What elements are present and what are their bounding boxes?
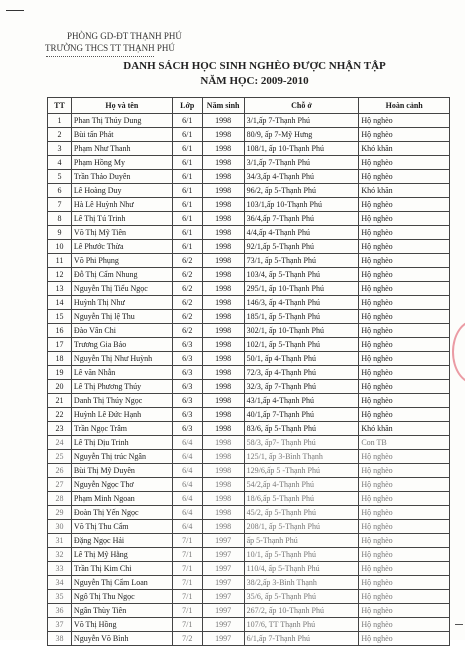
address-cell: 3/1,ấp 7-Thạnh Phú bbox=[244, 156, 359, 170]
address-cell: 40/1,ấp 7-Thạnh Phú bbox=[244, 408, 359, 422]
birth-year: 1998 bbox=[202, 198, 244, 212]
address-cell: 295/1, ấp 10-Thạnh Phú bbox=[244, 282, 359, 296]
table-body bbox=[48, 114, 450, 646]
address-cell: 54/2,ấp 4-Thạnh Phú bbox=[244, 478, 359, 492]
address-cell: 208/1, ấp 5-Thạnh Phú bbox=[244, 520, 359, 534]
class-cell: 6/2 bbox=[172, 282, 202, 296]
table-row bbox=[48, 590, 450, 604]
circumstance-cell: Hộ nghèo bbox=[359, 254, 450, 268]
birth-year: 1998 bbox=[202, 324, 244, 338]
circumstance-cell: Hộ nghèo bbox=[359, 562, 450, 576]
address-cell: 35/6, ấp 5-Thạnh Phú bbox=[244, 590, 359, 604]
student-name: Lê Phước Thừa bbox=[71, 240, 172, 254]
class-cell: 6/4 bbox=[172, 450, 202, 464]
table-row bbox=[48, 324, 450, 338]
row-number: 36 bbox=[48, 604, 72, 618]
class-cell: 6/4 bbox=[172, 478, 202, 492]
address-cell: 80/9, ấp 7-Mỹ Hưng bbox=[244, 128, 359, 142]
org-underline bbox=[46, 56, 154, 57]
student-name: Trần Ngọc Trâm bbox=[71, 422, 172, 436]
table-row bbox=[48, 492, 450, 506]
student-table bbox=[47, 97, 450, 646]
student-name: Lê văn Nhẫn bbox=[71, 366, 172, 380]
birth-year: 1998 bbox=[202, 114, 244, 128]
table-row bbox=[48, 604, 450, 618]
student-name: Nguyễn Thị lệ Thu bbox=[71, 310, 172, 324]
birth-year: 1998 bbox=[202, 408, 244, 422]
circumstance-cell: Hộ nghèo bbox=[359, 394, 450, 408]
table-row bbox=[48, 268, 450, 282]
circumstance-cell: Hộ nghèo bbox=[359, 170, 450, 184]
circumstance-cell: Hộ nghèo bbox=[359, 618, 450, 632]
org-department: PHÒNG GD-ĐT THẠNH PHÚ bbox=[67, 31, 182, 41]
row-number: 19 bbox=[48, 366, 72, 380]
row-number: 34 bbox=[48, 576, 72, 590]
circumstance-cell: Hộ nghèo bbox=[359, 534, 450, 548]
address-cell: 36/4,ấp 7-Thạnh Phú bbox=[244, 212, 359, 226]
circumstance-cell: Khó khăn bbox=[359, 184, 450, 198]
address-cell: 92/1,ấp 5-Thạnh Phú bbox=[244, 240, 359, 254]
corner-mark bbox=[6, 10, 24, 11]
circumstance-cell: Hộ nghèo bbox=[359, 478, 450, 492]
class-cell: 7/1 bbox=[172, 604, 202, 618]
student-name: Võ Phi Phụng bbox=[71, 254, 172, 268]
org-school: TRƯỜNG THCS TT THẠNH PHÚ bbox=[45, 43, 175, 53]
row-number: 38 bbox=[48, 632, 72, 646]
student-name: Lê Thị Dịu Trinh bbox=[71, 436, 172, 450]
student-name: Lê Thị Tú Trinh bbox=[71, 212, 172, 226]
address-cell: 110/4, ấp 5-Thạnh Phú bbox=[244, 562, 359, 576]
student-name: Nguyễn Ngọc Thơ bbox=[71, 478, 172, 492]
address-cell: 129/6,ấp 5 -Thạnh Phú bbox=[244, 464, 359, 478]
birth-year: 1998 bbox=[202, 394, 244, 408]
row-number: 37 bbox=[48, 618, 72, 632]
row-number: 22 bbox=[48, 408, 72, 422]
student-name: Trần Thảo Duyên bbox=[71, 170, 172, 184]
class-cell: 6/1 bbox=[172, 142, 202, 156]
row-number: 20 bbox=[48, 380, 72, 394]
student-name: Nguyễn Thị trúc Ngân bbox=[71, 450, 172, 464]
table-row bbox=[48, 436, 450, 450]
row-number: 35 bbox=[48, 590, 72, 604]
student-name: Phạm Hồng My bbox=[71, 156, 172, 170]
class-cell: 6/1 bbox=[172, 170, 202, 184]
birth-year: 1998 bbox=[202, 436, 244, 450]
student-name: Huỳnh Lê Đức Hạnh bbox=[71, 408, 172, 422]
circumstance-cell: Hộ nghèo bbox=[359, 604, 450, 618]
col-tt-header: TT bbox=[48, 98, 72, 114]
bottom-mark bbox=[455, 624, 463, 625]
circumstance-cell: Hộ nghèo bbox=[359, 464, 450, 478]
birth-year: 1998 bbox=[202, 506, 244, 520]
class-cell: 6/3 bbox=[172, 338, 202, 352]
row-number: 29 bbox=[48, 506, 72, 520]
table-row bbox=[48, 156, 450, 170]
birth-year: 1997 bbox=[202, 604, 244, 618]
birth-year: 1997 bbox=[202, 632, 244, 646]
row-number: 9 bbox=[48, 226, 72, 240]
student-name: Lê Hoàng Duy bbox=[71, 184, 172, 198]
address-cell: 10/1, ấp 5-Thạnh Phú bbox=[244, 548, 359, 562]
address-cell: 3/1,ấp 7-Thạnh Phú bbox=[244, 114, 359, 128]
row-number: 24 bbox=[48, 436, 72, 450]
birth-year: 1998 bbox=[202, 478, 244, 492]
row-number: 16 bbox=[48, 324, 72, 338]
circumstance-cell: Hộ nghèo bbox=[359, 156, 450, 170]
row-number: 15 bbox=[48, 310, 72, 324]
birth-year: 1998 bbox=[202, 422, 244, 436]
student-name: Nguyễn Thị Cẩm Loan bbox=[71, 576, 172, 590]
row-number: 25 bbox=[48, 450, 72, 464]
table-row bbox=[48, 464, 450, 478]
row-number: 18 bbox=[48, 352, 72, 366]
col-circumstance-header: Hoàn cảnh bbox=[359, 98, 450, 114]
circumstance-cell: Hộ nghèo bbox=[359, 450, 450, 464]
table-row bbox=[48, 310, 450, 324]
row-number: 6 bbox=[48, 184, 72, 198]
birth-year: 1998 bbox=[202, 128, 244, 142]
class-cell: 6/3 bbox=[172, 408, 202, 422]
address-cell: 107/6, TT Thạnh Phú bbox=[244, 618, 359, 632]
class-cell: 6/1 bbox=[172, 184, 202, 198]
circumstance-cell: Hộ nghèo bbox=[359, 310, 450, 324]
circumstance-cell: Hộ nghèo bbox=[359, 380, 450, 394]
class-cell: 6/2 bbox=[172, 324, 202, 338]
seal-stamp bbox=[452, 320, 465, 384]
student-name: Ngô Thị Thu Ngọc bbox=[71, 590, 172, 604]
address-cell: 58/3, ấp7- Thạnh Phú bbox=[244, 436, 359, 450]
row-number: 10 bbox=[48, 240, 72, 254]
class-cell: 6/1 bbox=[172, 128, 202, 142]
row-number: 11 bbox=[48, 254, 72, 268]
birth-year: 1997 bbox=[202, 562, 244, 576]
col-address-header: Chỗ ở bbox=[244, 98, 359, 114]
row-number: 21 bbox=[48, 394, 72, 408]
birth-year: 1997 bbox=[202, 590, 244, 604]
circumstance-cell: Hộ nghèo bbox=[359, 296, 450, 310]
table-row bbox=[48, 422, 450, 436]
circumstance-cell: Hộ nghèo bbox=[359, 366, 450, 380]
student-name: Phạm Như Thanh bbox=[71, 142, 172, 156]
table-row bbox=[48, 562, 450, 576]
birth-year: 1998 bbox=[202, 226, 244, 240]
table-row bbox=[48, 142, 450, 156]
class-cell: 6/1 bbox=[172, 212, 202, 226]
table-row bbox=[48, 114, 450, 128]
circumstance-cell: Hộ nghèo bbox=[359, 548, 450, 562]
student-name: Nguyễn Thị Tiểu Ngọc bbox=[71, 282, 172, 296]
birth-year: 1997 bbox=[202, 534, 244, 548]
student-name: Ngân Thùy Tiên bbox=[71, 604, 172, 618]
circumstance-cell: Hộ nghèo bbox=[359, 128, 450, 142]
row-number: 5 bbox=[48, 170, 72, 184]
birth-year: 1997 bbox=[202, 548, 244, 562]
table-row bbox=[48, 478, 450, 492]
row-number: 13 bbox=[48, 282, 72, 296]
table-row bbox=[48, 296, 450, 310]
circumstance-cell: Hộ nghèo bbox=[359, 408, 450, 422]
row-number: 32 bbox=[48, 548, 72, 562]
circumstance-cell: Hộ nghèo bbox=[359, 324, 450, 338]
row-number: 4 bbox=[48, 156, 72, 170]
class-cell: 6/1 bbox=[172, 240, 202, 254]
birth-year: 1998 bbox=[202, 170, 244, 184]
row-number: 33 bbox=[48, 562, 72, 576]
table-row bbox=[48, 170, 450, 184]
row-number: 31 bbox=[48, 534, 72, 548]
address-cell: 72/3, ấp 4-Thạnh Phú bbox=[244, 366, 359, 380]
table-row bbox=[48, 632, 450, 646]
student-name: Hà Lê Huỳnh Như bbox=[71, 198, 172, 212]
class-cell: 7/1 bbox=[172, 590, 202, 604]
address-cell: 73/1, ấp 5-Thạnh Phú bbox=[244, 254, 359, 268]
table-row bbox=[48, 520, 450, 534]
table-row bbox=[48, 128, 450, 142]
table-row bbox=[48, 506, 450, 520]
student-name: Đặng Ngọc Hải bbox=[71, 534, 172, 548]
table-row bbox=[48, 450, 450, 464]
col-year-header: Năm sinh bbox=[202, 98, 244, 114]
birth-year: 1998 bbox=[202, 254, 244, 268]
address-cell: 34/3,ấp 4-Thạnh Phú bbox=[244, 170, 359, 184]
address-cell: 125/1, ấp 3-Bình Thạnh bbox=[244, 450, 359, 464]
address-cell: 103/4, ấp 5-Thạnh Phú bbox=[244, 268, 359, 282]
student-name: Nguyễn Thị Như Huỳnh bbox=[71, 352, 172, 366]
student-name: Đào Vân Chi bbox=[71, 324, 172, 338]
organization-header bbox=[45, 30, 182, 54]
table-row bbox=[48, 198, 450, 212]
birth-year: 1998 bbox=[202, 352, 244, 366]
table-row bbox=[48, 366, 450, 380]
table-row bbox=[48, 618, 450, 632]
table-row bbox=[48, 282, 450, 296]
col-class-header: Lớp bbox=[172, 98, 202, 114]
class-cell: 6/4 bbox=[172, 492, 202, 506]
circumstance-cell: Hộ nghèo bbox=[359, 352, 450, 366]
birth-year: 1998 bbox=[202, 240, 244, 254]
row-number: 1 bbox=[48, 114, 72, 128]
table-row bbox=[48, 576, 450, 590]
address-cell: 102/1, ấp 5-Thạnh Phú bbox=[244, 338, 359, 352]
birth-year: 1998 bbox=[202, 268, 244, 282]
class-cell: 6/1 bbox=[172, 156, 202, 170]
table-row bbox=[48, 254, 450, 268]
table-row bbox=[48, 380, 450, 394]
circumstance-cell: Con TB bbox=[359, 436, 450, 450]
circumstance-cell: Hộ nghèo bbox=[359, 590, 450, 604]
row-number: 30 bbox=[48, 520, 72, 534]
address-cell: 32/3, ấp 7-Thạnh Phú bbox=[244, 380, 359, 394]
class-cell: 6/1 bbox=[172, 226, 202, 240]
table-row bbox=[48, 534, 450, 548]
row-number: 8 bbox=[48, 212, 72, 226]
circumstance-cell: Hộ nghèo bbox=[359, 114, 450, 128]
birth-year: 1998 bbox=[202, 296, 244, 310]
address-cell: ấp 5-Thạnh Phú bbox=[244, 534, 359, 548]
document-subtitle: NĂM HỌC: 2009-2010 bbox=[200, 75, 309, 87]
address-cell: 185/1, ấp 5-Thạnh Phú bbox=[244, 310, 359, 324]
class-cell: 6/4 bbox=[172, 520, 202, 534]
class-cell: 6/3 bbox=[172, 394, 202, 408]
class-cell: 6/2 bbox=[172, 296, 202, 310]
table-row bbox=[48, 338, 450, 352]
birth-year: 1997 bbox=[202, 576, 244, 590]
circumstance-cell: Khó khăn bbox=[359, 422, 450, 436]
class-cell: 6/3 bbox=[172, 380, 202, 394]
student-name: Đoàn Thị Yến Ngọc bbox=[71, 506, 172, 520]
birth-year: 1998 bbox=[202, 212, 244, 226]
birth-year: 1997 bbox=[202, 618, 244, 632]
student-name: Trần Thị Kim Chi bbox=[71, 562, 172, 576]
address-cell: 6/1,ấp 7-Thạnh Phú bbox=[244, 632, 359, 646]
student-name: Võ Thị Mỹ Tiên bbox=[71, 226, 172, 240]
circumstance-cell: Hộ nghèo bbox=[359, 632, 450, 646]
class-cell: 7/1 bbox=[172, 548, 202, 562]
birth-year: 1998 bbox=[202, 380, 244, 394]
row-number: 23 bbox=[48, 422, 72, 436]
document-title: DANH SÁCH HỌC SINH NGHÈO ĐƯỢC NHẬN TẬP bbox=[123, 60, 386, 72]
class-cell: 6/3 bbox=[172, 366, 202, 380]
class-cell: 6/4 bbox=[172, 506, 202, 520]
circumstance-cell: Hộ nghèo bbox=[359, 282, 450, 296]
address-cell: 267/2, ấp 10-Thạnh Phú bbox=[244, 604, 359, 618]
address-cell: 146/3, ấp 4-Thạnh Phú bbox=[244, 296, 359, 310]
address-cell: 38/2,ấp 3-Bình Thạnh bbox=[244, 576, 359, 590]
circumstance-cell: Khó khăn bbox=[359, 142, 450, 156]
address-cell: 302/1, ấp 10-Thạnh Phú bbox=[244, 324, 359, 338]
class-cell: 7/2 bbox=[172, 632, 202, 646]
circumstance-cell: Hộ nghèo bbox=[359, 520, 450, 534]
table-header-row bbox=[48, 98, 450, 114]
student-name: Bùi Thị Mỹ Duyên bbox=[71, 464, 172, 478]
student-name: Lê Thị Phương Thúy bbox=[71, 380, 172, 394]
class-cell: 7/1 bbox=[172, 534, 202, 548]
address-cell: 4/4,ấp 4-Thạnh Phú bbox=[244, 226, 359, 240]
circumstance-cell: Hộ nghèo bbox=[359, 268, 450, 282]
student-name: Võ Thị Thu Cẩm bbox=[71, 520, 172, 534]
address-cell: 45/2, ấp 5-Thạnh Phú bbox=[244, 506, 359, 520]
table-row bbox=[48, 212, 450, 226]
student-name: Danh Thị Thúy Ngọc bbox=[71, 394, 172, 408]
circumstance-cell: Hộ nghèo bbox=[359, 492, 450, 506]
table-row bbox=[48, 184, 450, 198]
row-number: 27 bbox=[48, 478, 72, 492]
row-number: 14 bbox=[48, 296, 72, 310]
birth-year: 1998 bbox=[202, 366, 244, 380]
birth-year: 1998 bbox=[202, 142, 244, 156]
class-cell: 7/1 bbox=[172, 562, 202, 576]
table-row bbox=[48, 226, 450, 240]
birth-year: 1998 bbox=[202, 450, 244, 464]
row-number: 7 bbox=[48, 198, 72, 212]
student-name: Đỗ Thị Cẩm Nhung bbox=[71, 268, 172, 282]
birth-year: 1998 bbox=[202, 184, 244, 198]
row-number: 17 bbox=[48, 338, 72, 352]
table-row bbox=[48, 394, 450, 408]
circumstance-cell: Hộ nghèo bbox=[359, 226, 450, 240]
row-number: 26 bbox=[48, 464, 72, 478]
row-number: 2 bbox=[48, 128, 72, 142]
address-cell: 50/1, ấp 4-Thạnh Phú bbox=[244, 352, 359, 366]
table-row bbox=[48, 408, 450, 422]
address-cell: 83/6, ấp 5-Thạnh Phú bbox=[244, 422, 359, 436]
class-cell: 7/1 bbox=[172, 576, 202, 590]
row-number: 28 bbox=[48, 492, 72, 506]
class-cell: 6/2 bbox=[172, 268, 202, 282]
address-cell: 108/1, ấp 10-Thạnh Phú bbox=[244, 142, 359, 156]
address-cell: 103/1,ấp 10-Thạnh Phú bbox=[244, 198, 359, 212]
student-name: Võ Thị Hồng bbox=[71, 618, 172, 632]
circumstance-cell: Hộ nghèo bbox=[359, 506, 450, 520]
birth-year: 1998 bbox=[202, 338, 244, 352]
class-cell: 6/2 bbox=[172, 254, 202, 268]
student-name: Nguyễn Võ Bình bbox=[71, 632, 172, 646]
student-name: Bùi tấn Phát bbox=[71, 128, 172, 142]
circumstance-cell: Hộ nghèo bbox=[359, 240, 450, 254]
circumstance-cell: Hộ nghèo bbox=[359, 198, 450, 212]
student-name: Phan Thị Thúy Dung bbox=[71, 114, 172, 128]
class-cell: 7/1 bbox=[172, 618, 202, 632]
student-name: Lê Thị Mỹ Hằng bbox=[71, 548, 172, 562]
birth-year: 1998 bbox=[202, 310, 244, 324]
address-cell: 18/6,ấp 5-Thạnh Phú bbox=[244, 492, 359, 506]
class-cell: 6/1 bbox=[172, 198, 202, 212]
class-cell: 6/1 bbox=[172, 114, 202, 128]
row-number: 12 bbox=[48, 268, 72, 282]
table-row bbox=[48, 548, 450, 562]
table-row bbox=[48, 240, 450, 254]
student-name: Phạm Minh Ngoan bbox=[71, 492, 172, 506]
circumstance-cell: Hộ nghèo bbox=[359, 338, 450, 352]
student-name: Trương Gia Bảo bbox=[71, 338, 172, 352]
address-cell: 43/1,ấp 4-Thạnh Phú bbox=[244, 394, 359, 408]
class-cell: 6/4 bbox=[172, 464, 202, 478]
class-cell: 6/4 bbox=[172, 436, 202, 450]
class-cell: 6/3 bbox=[172, 422, 202, 436]
student-name: Huỳnh Thị Như bbox=[71, 296, 172, 310]
col-name-header: Họ và tên bbox=[71, 98, 172, 114]
row-number: 3 bbox=[48, 142, 72, 156]
birth-year: 1998 bbox=[202, 492, 244, 506]
birth-year: 1998 bbox=[202, 156, 244, 170]
circumstance-cell: Hộ nghèo bbox=[359, 576, 450, 590]
birth-year: 1998 bbox=[202, 464, 244, 478]
class-cell: 6/3 bbox=[172, 352, 202, 366]
circumstance-cell: Hộ nghèo bbox=[359, 212, 450, 226]
class-cell: 6/2 bbox=[172, 310, 202, 324]
address-cell: 96/2, ấp 5-Thạnh Phú bbox=[244, 184, 359, 198]
birth-year: 1998 bbox=[202, 282, 244, 296]
birth-year: 1998 bbox=[202, 520, 244, 534]
table-row bbox=[48, 352, 450, 366]
